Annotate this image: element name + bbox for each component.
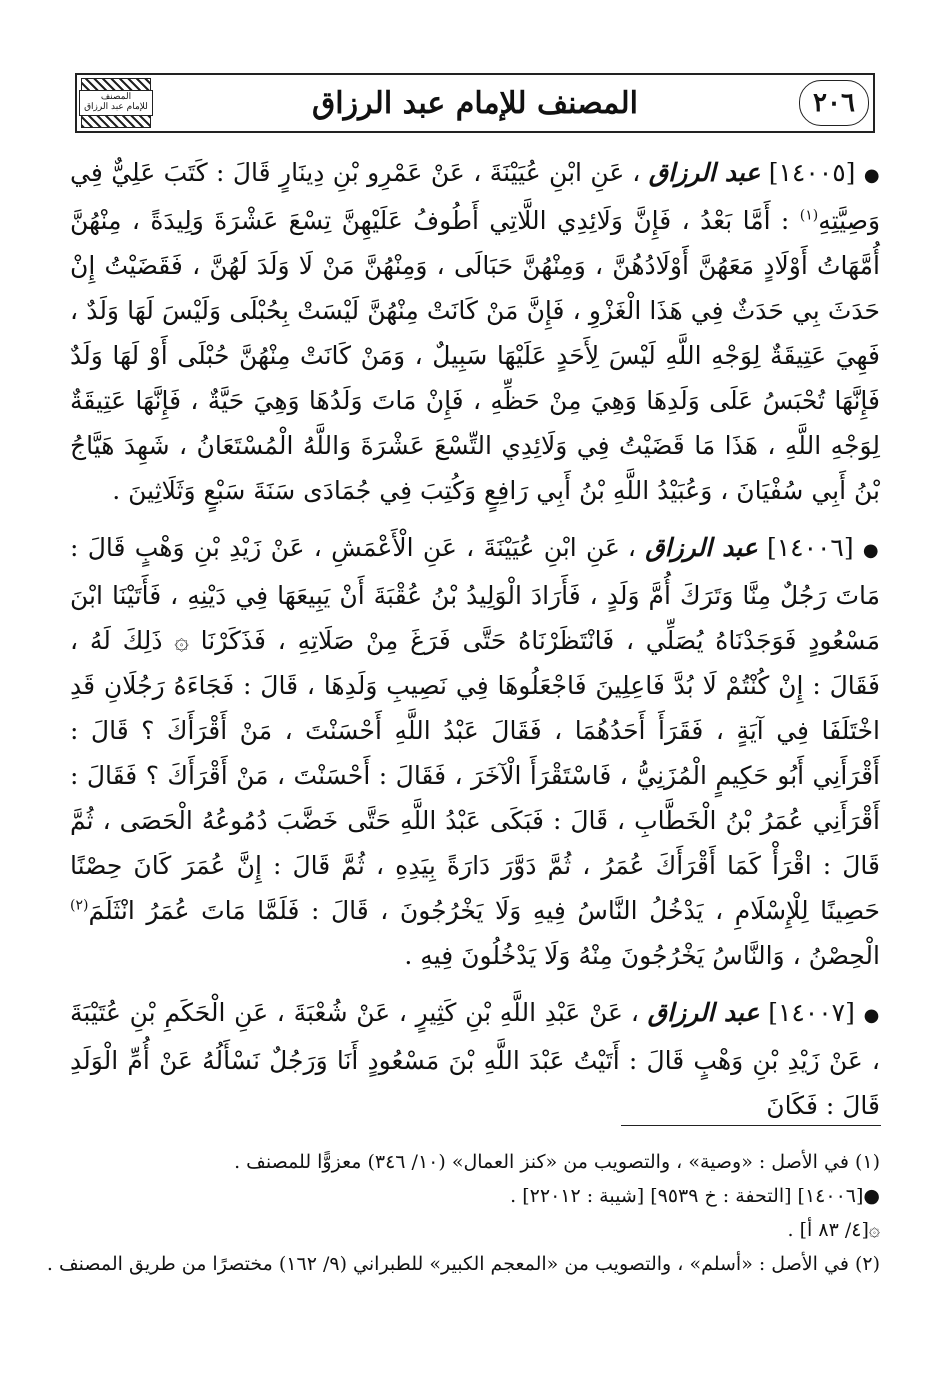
hadith-entry (70, 525, 880, 978)
bullet-icon: ● (863, 165, 881, 186)
entry-text-continued: الْحِصْنُ ، وَالنَّاسُ يَخْرُجُونَ مِنْهُ وَلَا يَدْخُلُونَ فِيهِ . (404, 941, 880, 970)
main-text (70, 150, 880, 1140)
entry-text-continued: : أَمَّا بَعْدُ ، فَإِنَّ وَلَائِدِي اللَّاتِي أَطُوفُ عَلَيْهِنَّ تِسْعَ عَشْرَةَ وَلِيدَةً ، مِنْهُنَّ أُمَّهَاتُ أَوْلَادٍ مَعَهُنَّ أَوْلَادُهُنَّ ، وَمِنْهُنَّ حَبَالَى ، وَمِنْهُنَّ مَنْ لَا وَلَدَ لَهُنَّ ، فَقَضَيْتُ إِنْ حَدَثَ بِي حَدَثٌ فِي هَذَا الْغَزْوِ ، فَإِنَّ مَنْ كَانَتْ مِنْهُنَّ لَيْسَتْ بِحُبْلَى وَلَيْسَ لَهَا وَلَدٌ ، فَهِيَ عَتِيقَةٌ لِوَجْهِ اللَّهِ لَيْسَ لِأَحَدٍ عَلَيْهَا سَبِيلٌ ، وَمَنْ كَانَتْ مِنْهُنَّ حُبْلَى أَوْ لَهَا وَلَدٌ فَإِنَّهَا تُحْبَسُ عَلَى وَلَدِهَا وَهِيَ مِنْ حَظِّهِ ، فَإِنْ مَاتَ وَلَدُهَا وَهِيَ حَيَّةٌ ، فَإِنَّهَا عَتِيقَةٌ لِوَجْهِ اللَّهِ ، هَذَا مَا قَضَيْتُ فِي وَلَائِدِي التِّسْعَ عَشْرَةَ وَاللَّهُ الْمُسْتَعَانُ ، شَهِدَ هَيَّاجُ بْنُ أَبِي سُفْيَانَ ، وَعُبَيْدُ اللَّهِ بْنُ أَبِي رَافِعٍ وَكُتِبَ فِي جُمَادَى سَنَةَ سَبْعٍ وَثَلَاثِينَ . (70, 206, 880, 505)
narrator-name: عبد الرزاق (648, 158, 761, 187)
entry-text: ، عَنِ ابْنِ عُيَيْنَةَ ، عَنِ الْأَعْمَشِ ، عَنْ زَيْدِ بْنِ وَهْبٍ قَالَ : مَاتَ رَجُلٌ مِنَّا وَتَرَكَ أُمَّ وَلَدٍ ، فَأَرَادَ الْوَلِيدُ بْنُ عُقْبَةَ أَنْ يَبِيعَهَا فِي دَيْنِهِ ، فَأَتَيْنَا ابْنَ مَسْعُودٍ فَوَجَدْنَاهُ يُصَلِّي ، فَانْتَظَرْنَاهُ حَتَّى فَرَغَ مِنْ صَلَاتِهِ ، فَذَكَرْنَا ۞ ذَلِكَ لَهُ ، فَقَالَ : إِنْ كُنْتُمْ لَا بُدَّ فَاعِلِينَ فَاجْعَلُوهَا فِي نَصِيبِ وَلَدِهَا ، قَالَ : فَجَاءَهُ رَجُلَانِ قَدِ اخْتَلَفَا فِي آيَةٍ ، فَقَرَأَ أَحَدُهُمَا ، فَقَالَ عَبْدُ اللَّهِ أَحْسَنْتَ ، مَنْ أَقْرَأَكَ ؟ قَالَ : أَقْرَأَنِي أَبُو حَكِيمٍ الْمُزَنِيُّ ، فَاسْتَقْرَأَ الْآخَرَ ، فَقَالَ : أَحْسَنْتَ ، مَنْ أَقْرَأَكَ ؟ فَقَالَ : أَقْرَأَنِي عُمَرُ بْنُ الْخَطَّابِ ، قَالَ : فَبَكَى عَبْدُ اللَّهِ حَتَّى خَضَّبَ دُمُوعُهُ الْحَصَى ، ثُمَّ قَالَ : اقْرَأْ كَمَا أَقْرَأَكَ عُمَرُ ، ثُمَّ دَوَّرَ دَارَةً بِيَدِهِ ، ثُمَّ قَالَ : إِنَّ عُمَرَ كَانَ حِصْنًا حَصِينًا لِلْإِسْلَامِ ، يَدْخُلُ النَّاسُ فِيهِ وَلَا يَخْرُجُونَ ، قَالَ : فَلَمَّا مَاتَ عُمَرُ انْثَلَمَ (70, 533, 880, 925)
hadith-entry (70, 990, 880, 1128)
narrator-name: عبد الرزاق (647, 998, 760, 1027)
book-emblem (81, 78, 151, 128)
entry-number: [١٤٠٠٥] (768, 158, 856, 187)
footnote-ref[interactable]: (٢) (70, 897, 89, 914)
page-title: المصنف للإمام عبد الرزاق (312, 85, 638, 121)
bullet-icon: ● (863, 1005, 881, 1026)
entry-text: ، عَنْ عَبْدِ اللَّهِ بْنِ كَثِيرٍ ، عَنْ شُعْبَةَ ، عَنِ الْحَكَمِ بْنِ عُتَيْبَةَ ، عَنْ زَيْدِ بْنِ وَهْبٍ قَالَ : أَتَيْتُ عَبْدَ اللَّهِ بْنَ مَسْعُودٍ أَنَا وَرَجُلٌ نَسْأَلُهُ عَنْ أُمِّ الْوَلَدِ قَالَ : فَكَانَ (70, 998, 880, 1120)
footnote-divider (621, 1125, 881, 1126)
narrator-name: عبد الرزاق (645, 533, 758, 562)
entry-number: [١٤٠٠٦] (766, 533, 854, 562)
hadith-entry (70, 150, 880, 513)
book-emblem-label: المصنف للإمام عبد الرزاق (79, 90, 153, 116)
page-number: ٢٠٦ (799, 80, 869, 126)
entry-number: [١٤٠٠٧] (768, 998, 855, 1027)
footnote: (٢) في الأصل : «أسلم» ، والتصويب من «المعجم الكبير» للطبراني (٩/ ١٦٢) مختصرًا من طريق المصنف . (46, 1253, 880, 1275)
footnotes (46, 1145, 880, 1281)
footnote: ۞[٤/ ٨٣ أ] . (787, 1219, 880, 1241)
footnote-ref[interactable]: (١) (799, 207, 819, 224)
entry-text: ، عَنِ ابْنِ عُيَيْنَةَ ، عَنْ عَمْرِو بْنِ دِينَارٍ قَالَ : كَتَبَ عَلِيٌّ فِي وَصِيَّتِهِ (70, 158, 881, 235)
bullet-icon: ● (862, 540, 880, 561)
running-header (75, 73, 875, 133)
footnote: ●[١٤٠٠٦] [التحفة : خ ٩٥٣٩] [شيبة : ٢٢٠١٢] . (510, 1185, 880, 1207)
footnote: (١) في الأصل : «وصية» ، والتصويب من «كنز العمال» (١٠/ ٣٤٦) معزوًّا للمصنف . (234, 1151, 880, 1173)
